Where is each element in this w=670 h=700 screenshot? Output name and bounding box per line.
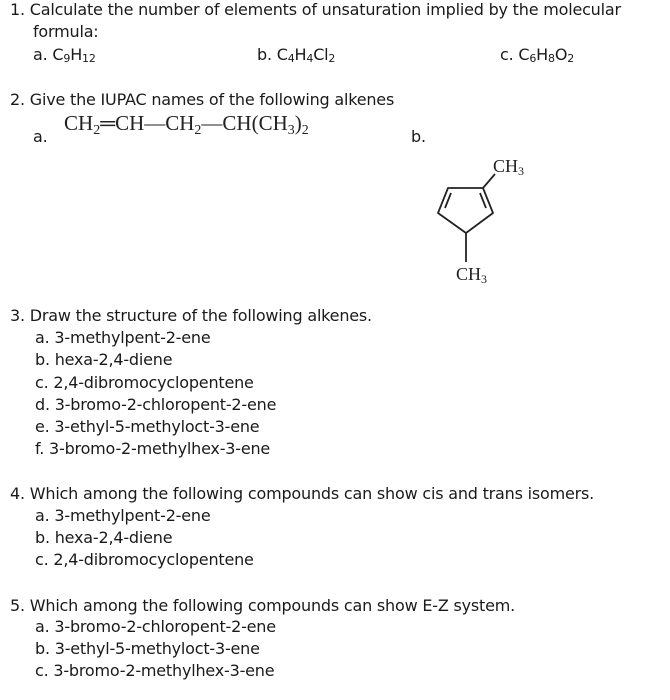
q1-title-cont: formula: — [33, 22, 99, 41]
q1-a-p0: C — [52, 45, 64, 64]
q3-item-label: d. — [35, 395, 50, 414]
q1-b-p5: 2 — [328, 52, 336, 65]
q1-a-label: a. — [33, 45, 53, 64]
q3-item-label: e. — [35, 417, 50, 436]
ring-bottom-substituent — [456, 264, 487, 287]
bond-to-top-methyl — [483, 174, 495, 188]
q4-item-label: b. — [35, 528, 50, 547]
q3-item-label: b. — [35, 350, 50, 369]
q5-item-label: c. — [35, 661, 49, 680]
q5-item-label: a. — [35, 617, 50, 636]
q3-item — [35, 373, 254, 392]
ring-bottom-t: CH — [456, 264, 482, 284]
q3-item-text: 3-bromo-2-chloropent-2-ene — [54, 395, 277, 414]
q3-item-text: 3-methylpent-2-ene — [54, 328, 211, 347]
ring-bottom-s: 3 — [481, 272, 488, 286]
q3-item-text: 2,4-dibromocyclopentene — [53, 373, 254, 392]
q1-c-p0: C — [518, 45, 530, 64]
q2-b-label: b. — [411, 127, 426, 146]
f-p2: ═CH—CH — [100, 111, 195, 135]
f-p3: —CH(CH — [201, 111, 288, 135]
q1-c-p1: 6 — [529, 52, 537, 65]
q1-b-p1: 4 — [287, 52, 295, 65]
q1-a-p1: 9 — [63, 52, 71, 65]
q5-item-text: 3-ethyl-5-methyloct-3-ene — [54, 639, 260, 658]
f-p1: CH — [64, 111, 94, 135]
q4-item — [35, 506, 210, 525]
q1-b-p4: Cl — [313, 45, 329, 64]
q3-item-label: c. — [35, 373, 49, 392]
q4-item — [35, 550, 254, 569]
q3-item — [35, 328, 210, 347]
q4-item — [35, 528, 172, 547]
q5-title: 5. Which among the following compounds can show E-Z system. — [10, 596, 516, 615]
q3-item-text: 3-bromo-2-methylhex-3-ene — [49, 439, 271, 458]
q4-item-text: 2,4-dibromocyclopentene — [53, 550, 254, 569]
ring-top-s: 3 — [518, 164, 525, 178]
q5-item — [35, 661, 274, 680]
q1-c-p2: H — [536, 45, 549, 64]
q5-item — [35, 617, 276, 636]
q1-c-p4: O — [554, 45, 568, 64]
f-s4: 2 — [301, 123, 309, 138]
q4-item-label: a. — [35, 506, 50, 525]
q2-a-label: a. — [33, 127, 48, 146]
q1-b-p2: H — [294, 45, 307, 64]
f-p4: ) — [294, 111, 302, 135]
q4-item-label: c. — [35, 550, 49, 569]
q3-item — [35, 439, 270, 458]
q3-item-label: a. — [35, 328, 50, 347]
q1-c-p5: 2 — [567, 52, 575, 65]
f-s3: 3 — [287, 123, 295, 138]
q1-b-p3: 4 — [306, 52, 314, 65]
f-s2: 2 — [194, 123, 202, 138]
ring-bonds — [438, 188, 493, 233]
q2-title: 2. Give the IUPAC names of the following alkenes — [10, 90, 395, 109]
q3-item-text: hexa-2,4-diene — [54, 350, 173, 369]
q3-item — [35, 350, 172, 369]
q5-item-text: 3-bromo-2-methylhex-3-ene — [53, 661, 275, 680]
q1-b-label: b. — [257, 45, 277, 64]
q1-a-p3: 12 — [82, 52, 96, 65]
f-s1: 2 — [93, 123, 101, 138]
q1-a-p2: H — [70, 45, 83, 64]
q1-c-p3: 8 — [548, 52, 555, 65]
q5-item — [35, 639, 260, 658]
q5-item-label: b. — [35, 639, 50, 658]
q3-item — [35, 395, 276, 414]
q1-c-label: c. — [500, 45, 519, 64]
q4-item-text: hexa-2,4-diene — [54, 528, 173, 547]
q1-title: 1. Calculate the number of elements of unsaturation implied by the molecular — [10, 0, 621, 19]
q3-item-label: f. — [35, 439, 45, 458]
ring-top-t: CH — [493, 156, 519, 176]
q3-title: 3. Draw the structure of the following alkenes. — [10, 306, 372, 325]
q3-item-text: 3-ethyl-5-methyloct-3-ene — [54, 417, 260, 436]
q4-item-text: 3-methylpent-2-ene — [54, 506, 211, 525]
q4-title: 4. Which among the following compounds can show cis and trans isomers. — [10, 484, 595, 503]
q1-b-p0: C — [276, 45, 288, 64]
q3-item — [35, 417, 259, 436]
q5-item-text: 3-bromo-2-chloropent-2-ene — [54, 617, 276, 636]
